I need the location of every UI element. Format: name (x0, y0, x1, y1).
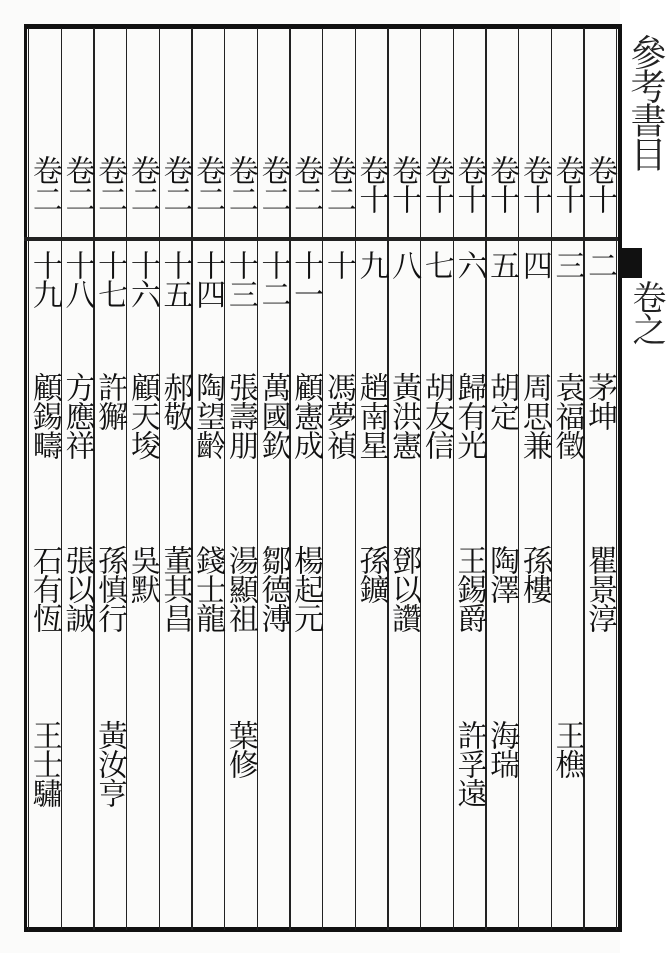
author-name-1: 郝敬 (157, 372, 193, 430)
author-name-1: 顧天埈 (124, 372, 160, 459)
volume-label: 卷二 (255, 155, 291, 213)
author-name-2: 王錫爵 (451, 545, 487, 632)
author-name-3: 葉修 (222, 720, 258, 778)
author-name-1: 方應祥 (59, 372, 95, 459)
author-name-2: 鄧以讚 (386, 545, 422, 632)
author-name-3: 王士驌 (26, 720, 62, 807)
volume-number: 十八 (59, 250, 95, 308)
volume-label: 卷二 (320, 155, 356, 213)
volume-label: 卷二 (92, 155, 128, 213)
volume-label: 卷十 (386, 155, 422, 213)
volume-number: 十五 (157, 250, 193, 308)
volume-number: 十三 (222, 250, 258, 308)
author-name-1: 馮夢禎 (320, 372, 356, 459)
volume-number: 六 (451, 250, 487, 279)
volume-label: 卷二 (190, 155, 226, 213)
author-name-1: 萬國欽 (255, 372, 291, 459)
author-name-1: 許獬 (92, 372, 128, 430)
volume-label: 卷十 (451, 155, 487, 213)
volume-label: 卷二 (222, 155, 258, 213)
volume-label: 卷十 (418, 155, 454, 213)
volume-number: 二 (582, 250, 618, 279)
author-name-2: 陶澤 (484, 545, 520, 603)
volume-label: 卷十 (484, 155, 520, 213)
volume-number: 十一 (288, 250, 324, 308)
author-name-2: 孫樓 (516, 545, 552, 603)
volume-number: 十 (320, 250, 356, 279)
volume-number: 十九 (26, 250, 62, 308)
author-name-2: 楊起元 (288, 545, 324, 632)
author-name-3: 許孚遠 (451, 720, 487, 807)
author-name-1: 胡定 (484, 372, 520, 430)
volume-number: 八 (386, 250, 422, 279)
author-name-1: 胡友信 (418, 372, 454, 459)
volume-label: 卷二 (288, 155, 324, 213)
author-name-1: 袁福徵 (549, 372, 585, 459)
volume-number: 七 (418, 250, 454, 279)
volume-label: 卷十 (516, 155, 552, 213)
volume-number: 十六 (124, 250, 160, 308)
author-name-1: 茅坤 (582, 372, 618, 430)
volume-number: 九 (353, 250, 389, 279)
author-name-2: 湯顯祖 (222, 545, 258, 632)
author-name-2: 孫慎行 (92, 545, 128, 632)
volume-label: 卷二 (59, 155, 95, 213)
volume-number: 四 (516, 250, 552, 279)
volume-label: 卷十 (549, 155, 585, 213)
author-name-2: 張以誠 (59, 545, 95, 632)
author-name-2: 董其昌 (157, 545, 193, 632)
author-name-1: 趙南星 (353, 372, 389, 459)
author-name-2: 孫鑛 (353, 545, 389, 603)
author-name-2: 錢士龍 (190, 545, 226, 632)
spine-title: 參考書目 (625, 34, 666, 170)
volume-number: 三 (549, 250, 585, 279)
author-name-3: 海瑞 (484, 720, 520, 778)
author-name-1: 歸有光 (451, 372, 487, 459)
volume-label: 卷二 (26, 155, 62, 213)
author-name-1: 顧憲成 (288, 372, 324, 459)
volume-number: 十七 (92, 250, 128, 308)
author-name-2: 吳默 (124, 545, 160, 603)
author-name-3: 王樵 (549, 720, 585, 778)
author-name-1: 顧錫疇 (26, 372, 62, 459)
volume-label: 卷十 (353, 155, 389, 213)
author-name-1: 張壽朋 (222, 372, 258, 459)
volume-label: 卷二 (157, 155, 193, 213)
author-name-2: 鄒德溥 (255, 545, 291, 632)
volume-label: 卷二 (124, 155, 160, 213)
spine-border (618, 24, 622, 932)
author-name-1: 陶望齡 (190, 372, 226, 459)
author-name-2: 石有恆 (26, 545, 62, 632)
author-name-1: 黃洪憲 (386, 372, 422, 459)
author-name-2: 瞿景淳 (582, 545, 618, 632)
spine-title-2: 卷之 (626, 280, 666, 344)
volume-number: 十二 (255, 250, 291, 308)
author-name-1: 周思兼 (516, 372, 552, 459)
volume-number: 五 (484, 250, 520, 279)
volume-number: 十四 (190, 250, 226, 308)
volume-label: 卷十 (582, 155, 618, 213)
fishtail-mark (622, 248, 642, 278)
author-name-3: 黃汝亨 (92, 720, 128, 807)
